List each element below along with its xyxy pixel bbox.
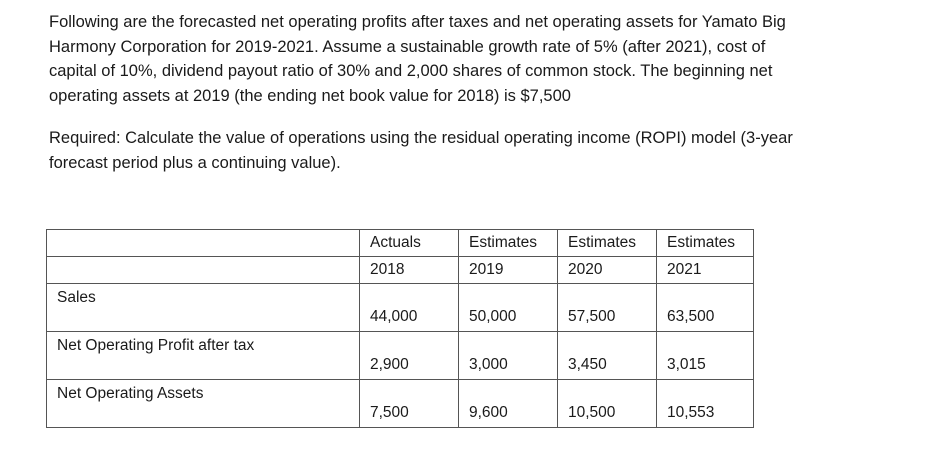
- cell-value: 2,900: [370, 356, 409, 373]
- value-cell: [360, 284, 459, 332]
- value-cell: [558, 380, 657, 428]
- header-cell-actuals: Actuals: [360, 230, 459, 257]
- financial-table: [46, 229, 754, 428]
- header-cell-year-2019: 2019: [459, 257, 558, 284]
- required-line: Required: Calculate the value of operations using the residual operating income (ROPI) model (3-year: [49, 129, 793, 147]
- problem-line: capital of 10%, dividend payout ratio of 30% and 2,000 shares of common stock. The beginning net: [49, 62, 773, 80]
- cell-value: 7,500: [370, 404, 409, 421]
- row-label-cell: [47, 284, 360, 332]
- problem-line: Following are the forecasted net operating profits after taxes and net operating assets for Yamato Big: [49, 13, 786, 31]
- problem-statement: [49, 10, 929, 108]
- cell-value: 10,553: [667, 404, 715, 421]
- required-statement: [49, 126, 929, 175]
- header-cell-estimates: Estimates: [657, 230, 754, 257]
- cell-value: 3,000: [469, 356, 508, 373]
- cell-value: 3,015: [667, 356, 706, 373]
- row-label-cell: [47, 380, 360, 428]
- cell-value: 9,600: [469, 404, 508, 421]
- value-cell: [657, 284, 754, 332]
- problem-line: operating assets at 2019 (the ending net book value for 2018) is $7,500: [49, 86, 571, 105]
- header-cell-empty: [47, 257, 360, 284]
- row-label: Net Operating Assets: [57, 385, 204, 402]
- table-row-nopat: [47, 332, 754, 380]
- row-label-cell: [47, 332, 360, 380]
- value-cell: [360, 380, 459, 428]
- cell-value: 44,000: [370, 308, 418, 325]
- header-cell-estimates: Estimates: [558, 230, 657, 257]
- row-label: Net Operating Profit after tax: [57, 337, 255, 354]
- value-cell: [459, 332, 558, 380]
- header-cell-year-2020: 2020: [558, 257, 657, 284]
- required-line: forecast period plus a continuing value).: [49, 153, 341, 172]
- value-cell: [558, 332, 657, 380]
- value-cell: [558, 284, 657, 332]
- row-label: Sales: [57, 289, 96, 306]
- table-row-net-operating-assets: [47, 380, 754, 428]
- header-cell-empty: [47, 230, 360, 257]
- value-cell: [360, 332, 459, 380]
- cell-value: 57,500: [568, 308, 616, 325]
- cell-value: 3,450: [568, 356, 607, 373]
- header-row-period-type: [47, 230, 754, 257]
- value-cell: [657, 380, 754, 428]
- cell-value: 50,000: [469, 308, 517, 325]
- header-cell-estimates: Estimates: [459, 230, 558, 257]
- header-cell-year-2021: 2021: [657, 257, 754, 284]
- problem-line: Harmony Corporation for 2019-2021. Assume a sustainable growth rate of 5% (after 2021), cost of: [49, 37, 766, 56]
- value-cell: [459, 284, 558, 332]
- header-row-year: [47, 257, 754, 284]
- header-cell-year-2018: 2018: [360, 257, 459, 284]
- table-row-sales: [47, 284, 754, 332]
- value-cell: [657, 332, 754, 380]
- cell-value: 63,500: [667, 308, 715, 325]
- cell-value: 10,500: [568, 404, 616, 421]
- value-cell: [459, 380, 558, 428]
